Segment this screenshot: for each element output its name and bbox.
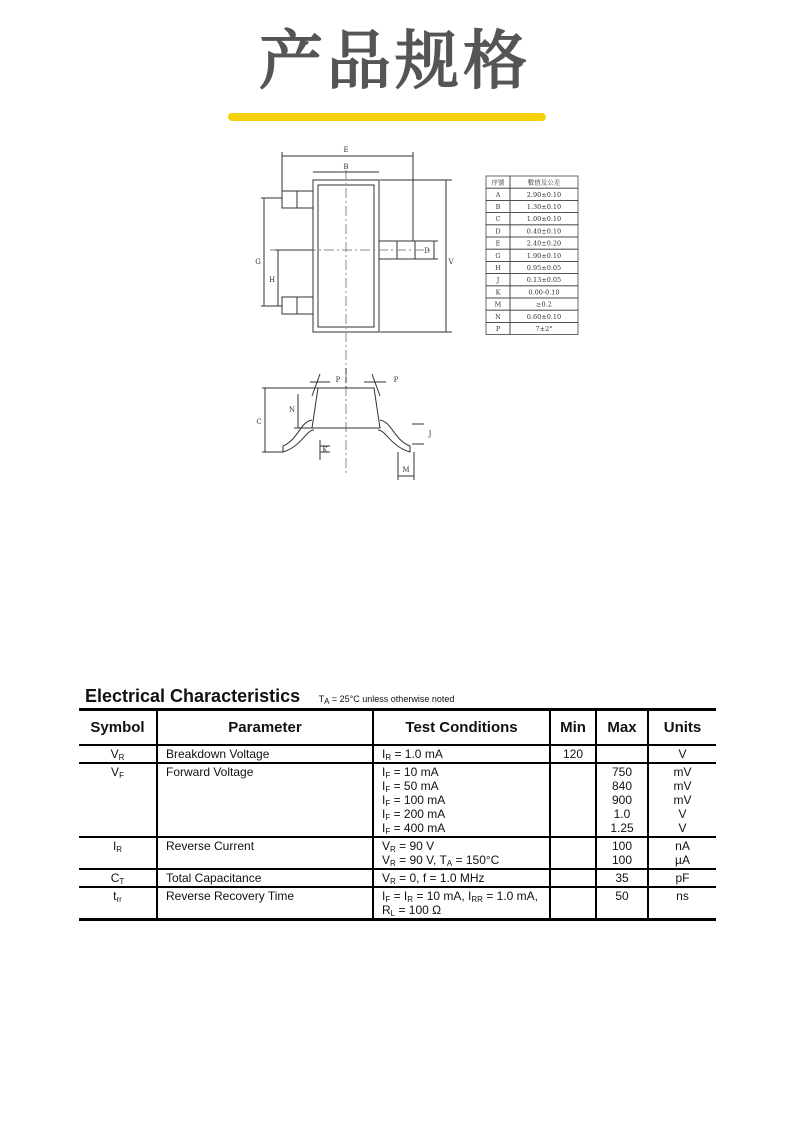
parameter-cell: Reverse Current bbox=[157, 837, 373, 869]
dim-label-g: G bbox=[255, 258, 261, 266]
dim-table-value: 1.00±0.10 bbox=[526, 215, 562, 224]
electrical-condition: $T_A = 25^\circ C$ unless otherwise noted bbox=[318, 694, 455, 706]
dim-label-b: B bbox=[343, 163, 349, 171]
table-row bbox=[79, 837, 716, 869]
dim-table-symbol: C bbox=[495, 215, 501, 224]
electrical-title: Electrical Characteristics bbox=[85, 686, 301, 706]
dimension-table bbox=[486, 176, 578, 335]
header-symbol: Symbol bbox=[79, 710, 157, 746]
electrical-heading bbox=[85, 686, 454, 707]
dim-label-v: V bbox=[448, 258, 454, 266]
dim-table-value: 1.90±0.10 bbox=[526, 251, 562, 260]
table-row bbox=[79, 869, 716, 887]
dim-label-e: E bbox=[343, 146, 349, 154]
test-conditions-cell: $I_R = 1.0$ mA bbox=[373, 745, 550, 763]
dim-table-value: 2.40±0.20 bbox=[526, 239, 562, 248]
dim-label-p-right: P bbox=[393, 376, 399, 384]
max-cell: 750 840 900 1.0 1.25 bbox=[596, 763, 648, 837]
dim-table-value: 1.30±0.10 bbox=[526, 203, 562, 211]
dim-table-value: 0.40±0.10 bbox=[526, 227, 562, 236]
min-cell bbox=[550, 887, 596, 920]
table-row bbox=[79, 745, 716, 763]
symbol-cell: $C_T$ bbox=[79, 869, 157, 887]
dim-label-p-left: P bbox=[335, 376, 341, 384]
dim-table-symbol: B bbox=[495, 203, 501, 211]
dim-table-value: 0.00-0.10 bbox=[528, 288, 560, 297]
dim-table-symbol: H bbox=[495, 264, 501, 272]
dim-table-symbol: D bbox=[495, 227, 501, 236]
parameter-cell: Reverse Recovery Time bbox=[157, 887, 373, 920]
page-title: 产品规格 bbox=[259, 25, 531, 99]
dim-label-h: H bbox=[268, 276, 276, 284]
dim-table-symbol: M bbox=[494, 300, 502, 309]
dim-table-symbol: K bbox=[495, 288, 501, 297]
max-cell: 35 bbox=[596, 869, 648, 887]
min-cell bbox=[550, 763, 596, 837]
units-cell: V bbox=[648, 745, 716, 763]
dim-table-symbol: A bbox=[495, 190, 501, 199]
dim-label-k: K bbox=[322, 446, 328, 454]
electrical-characteristics-table bbox=[79, 708, 716, 921]
parameter-cell: Forward Voltage bbox=[157, 763, 373, 837]
units-cell: mV mV mV V V bbox=[648, 763, 716, 837]
parameter-cell: Breakdown Voltage bbox=[157, 745, 373, 763]
dim-label-j: J bbox=[428, 430, 432, 438]
header-parameter: Parameter bbox=[157, 710, 373, 746]
units-cell: ns bbox=[648, 887, 716, 920]
max-cell bbox=[596, 745, 648, 763]
symbol-cell: $I_R$ bbox=[79, 837, 157, 869]
dim-table-value: 2.90±0.10 bbox=[526, 190, 562, 199]
package-outline-drawing bbox=[0, 140, 790, 490]
table-row bbox=[79, 887, 716, 920]
dim-label-d: D bbox=[424, 247, 430, 255]
dim-table-value: 7±2° bbox=[535, 325, 553, 333]
dim-table-value: 0.95±0.05 bbox=[526, 264, 562, 272]
min-cell bbox=[550, 869, 596, 887]
dim-table-symbol: J bbox=[496, 276, 500, 285]
dim-table-symbol: P bbox=[495, 325, 501, 333]
test-conditions-cell: $V_R = 90$ V $V_R = 90$ V, $T_A = 150^\circ C$ bbox=[373, 837, 550, 869]
dim-table-symbol: G bbox=[495, 251, 501, 260]
side-view-lead-right bbox=[378, 420, 410, 452]
min-cell: 120 bbox=[550, 745, 596, 763]
parameter-cell: Total Capacitance bbox=[157, 869, 373, 887]
symbol-cell: $V_F$ bbox=[79, 763, 157, 837]
dim-table-symbol: E bbox=[495, 239, 501, 248]
header-test-conditions: Test Conditions bbox=[373, 710, 550, 746]
table-row bbox=[79, 763, 716, 837]
test-conditions-cell: $I_F = I_R = 10$ mA, $I_{RR} = 1.0$ mA, $R_L = 100$ Ω bbox=[373, 887, 550, 920]
dim-table-header: 數值及公差 bbox=[527, 178, 561, 187]
header-max: Max bbox=[596, 710, 648, 746]
symbol-cell: $t_{rr}$ bbox=[79, 887, 157, 920]
dim-table-header: 序號 bbox=[491, 178, 505, 187]
symbol-cell: $V_R$ bbox=[79, 745, 157, 763]
header-min: Min bbox=[550, 710, 596, 746]
dim-label-c: C bbox=[256, 418, 262, 426]
max-cell: 50 bbox=[596, 887, 648, 920]
table-header-row bbox=[79, 710, 716, 746]
test-conditions-cell: $I_F = 10$ mA $I_F = 50$ mA $I_F = 100$ mA $I_F = 200$ mA $I_F = 400$ mA bbox=[373, 763, 550, 837]
units-cell: nA µA bbox=[648, 837, 716, 869]
units-cell: pF bbox=[648, 869, 716, 887]
header-units: Units bbox=[648, 710, 716, 746]
max-cell: 100 100 bbox=[596, 837, 648, 869]
min-cell bbox=[550, 837, 596, 869]
test-conditions-cell: $V_R = 0$, f = 1.0 MHz bbox=[373, 869, 550, 887]
title-underline-bar bbox=[228, 113, 546, 121]
dim-table-value: 0.60±0.10 bbox=[526, 312, 562, 321]
dim-label-n: N bbox=[288, 406, 296, 414]
dim-table-value: 0.13±0.05 bbox=[526, 276, 562, 285]
dim-label-m: M bbox=[402, 466, 410, 474]
dim-table-symbol: N bbox=[495, 312, 501, 321]
dim-table-value: ≥0.2 bbox=[536, 300, 552, 309]
